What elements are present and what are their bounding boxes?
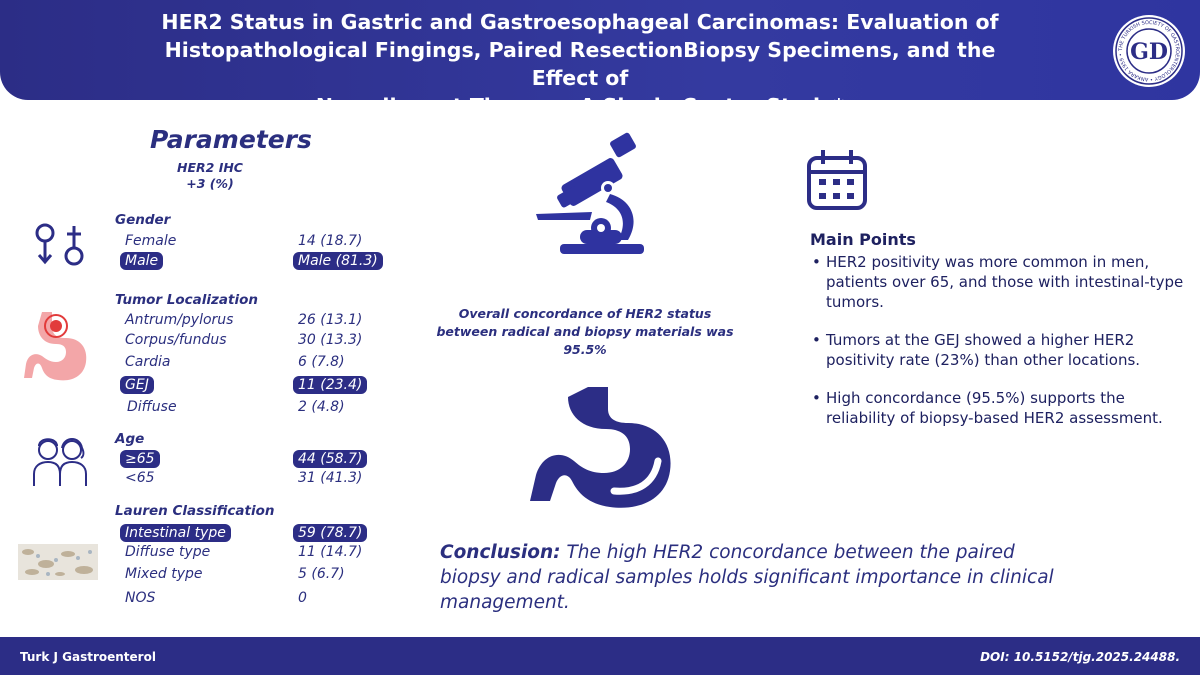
row-label-corpus: Corpus/fundus bbox=[125, 332, 227, 348]
row-value-age-under-65: 31 (41.3) bbox=[298, 470, 363, 486]
row-label-antrum: Antrum/pylorus bbox=[125, 312, 234, 328]
main-point-1 bbox=[812, 252, 1187, 312]
title-line-2: Histopathological Fingings, Paired ResectionBiopsy Specimens, and the Effect of bbox=[164, 38, 996, 90]
row-value-age-65-plus: 44 (58.7) bbox=[293, 450, 367, 468]
row-label-diffuse: Diffuse bbox=[127, 399, 177, 415]
row-value-diffuse: 2 (4.8) bbox=[298, 399, 345, 415]
row-value-diffuse-type: 11 (14.7) bbox=[298, 544, 363, 560]
row-label-gej: GEJ bbox=[120, 376, 154, 394]
page-title bbox=[150, 8, 1010, 120]
bullet-icon: • bbox=[812, 389, 821, 407]
row-label-intestinal: Intestinal type bbox=[120, 524, 231, 542]
row-label-age-65-plus: ≥65 bbox=[120, 450, 160, 468]
ihc-line-1: HER2 IHC bbox=[177, 160, 243, 175]
conclusion-text: The high HER2 concordance between the paired biopsy and radical samples holds significant importance in clinical management. bbox=[440, 542, 1054, 613]
microscope-icon bbox=[530, 128, 660, 258]
row-value-intestinal: 59 (78.7) bbox=[293, 524, 367, 542]
title-line-3: Neoadjuvant Therapy: A Single Center Study* bbox=[315, 94, 845, 118]
row-value-cardia: 6 (7.8) bbox=[298, 354, 345, 370]
journal-name: Turk J Gastroenterol bbox=[20, 650, 156, 664]
row-value-female: 14 (18.7) bbox=[298, 233, 363, 249]
row-value-mixed: 5 (6.7) bbox=[298, 566, 345, 582]
ihc-line-2: +3 (%) bbox=[186, 176, 234, 191]
conclusion bbox=[440, 540, 1080, 615]
main-point-1-text: HER2 positivity was more common in men, patients over 65, and those with intestinal-type tumors. bbox=[826, 253, 1184, 311]
doi: DOI: 10.5152/tjg.2025.24488. bbox=[980, 650, 1180, 664]
histology-image bbox=[18, 544, 98, 580]
row-value-gej: 11 (23.4) bbox=[293, 376, 367, 394]
row-label-mixed: Mixed type bbox=[125, 566, 203, 582]
conclusion-label: Conclusion: bbox=[440, 542, 561, 563]
logo-initials: GD bbox=[1130, 39, 1168, 65]
parameters-title: Parameters bbox=[150, 125, 312, 154]
bullet-icon: • bbox=[812, 253, 821, 271]
row-label-age-under-65: <65 bbox=[125, 470, 155, 486]
elderly-couple-icon bbox=[30, 434, 90, 490]
main-point-3 bbox=[812, 388, 1187, 428]
title-line-1: HER2 Status in Gastric and Gastroesophageal Carcinomas: Evaluation of bbox=[161, 10, 999, 34]
logo-ring-text: THE TURKISH SOCIETY OF GASTROENTEROLOGY • ANKARA 1959 • bbox=[1117, 19, 1181, 83]
row-label-male: Male bbox=[120, 252, 163, 270]
stomach-pink-icon bbox=[20, 308, 92, 386]
lauren-title: Lauren Classification bbox=[115, 503, 275, 519]
calendar-icon bbox=[805, 148, 869, 212]
age-title: Age bbox=[115, 431, 145, 447]
main-point-3-text: High concordance (95.5%) supports the reliability of biopsy-based HER2 assessment. bbox=[826, 389, 1163, 427]
bullet-icon: • bbox=[812, 331, 821, 349]
gender-icon bbox=[32, 222, 92, 268]
row-label-cardia: Cardia bbox=[125, 354, 171, 370]
concordance-line-1: Overall concordance of HER2 status bbox=[458, 306, 712, 321]
gender-title: Gender bbox=[115, 212, 171, 228]
main-point-2 bbox=[812, 330, 1187, 370]
society-logo bbox=[1112, 14, 1186, 88]
row-value-nos: 0 bbox=[298, 590, 307, 606]
her2-ihc-header bbox=[160, 160, 260, 192]
row-label-diffuse-type: Diffuse type bbox=[125, 544, 211, 560]
tumor-localization-title: Tumor Localization bbox=[115, 292, 258, 308]
row-value-corpus: 30 (13.3) bbox=[298, 332, 363, 348]
stomach-icon bbox=[528, 385, 678, 510]
row-value-antrum: 26 (13.1) bbox=[298, 312, 363, 328]
main-points-title: Main Points bbox=[810, 230, 916, 249]
row-value-male: Male (81.3) bbox=[293, 252, 383, 270]
main-point-2-text: Tumors at the GEJ showed a higher HER2 positivity rate (23%) than other locations. bbox=[826, 331, 1141, 369]
row-label-nos: NOS bbox=[125, 590, 156, 606]
concordance-line-2: between radical and biopsy materials was 95.5% bbox=[436, 324, 734, 357]
row-label-female: Female bbox=[125, 233, 177, 249]
concordance-statement bbox=[420, 305, 750, 359]
